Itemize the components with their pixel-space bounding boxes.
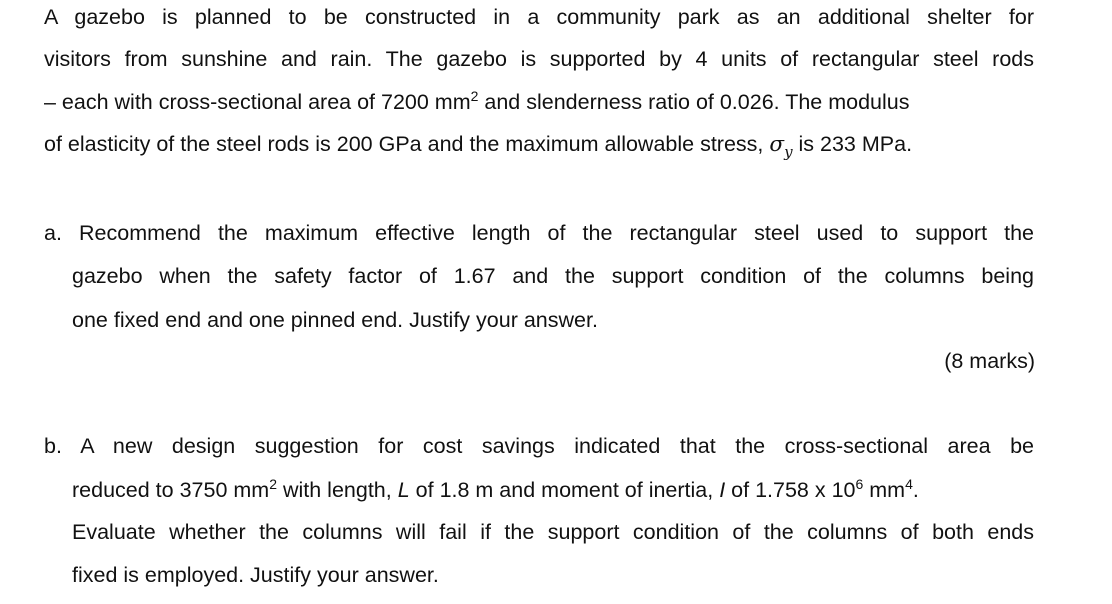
length-symbol: L bbox=[397, 478, 410, 502]
intro-line-3-text-b: and slenderness ratio of 0.026. The modulus bbox=[478, 90, 910, 114]
sigma-symbol: σ bbox=[769, 132, 785, 157]
part-b-line-2-sup-1: 2 bbox=[269, 476, 277, 492]
part-a-line-1: a. Recommend the maximum effective length of the rectangular steel used to support the bbox=[44, 221, 1034, 245]
part-b-line-2-sup-2: 6 bbox=[855, 476, 864, 492]
part-b-line-2-text-d: of 1.758 x 10 bbox=[725, 478, 856, 502]
part-b-line-4: fixed is employed. Justify your answer. bbox=[72, 563, 439, 587]
part-a-line-2: gazebo when the safety factor of 1.67 and the support condition of the columns being bbox=[72, 264, 1034, 288]
intro-line-3-sup: 2 bbox=[470, 88, 479, 104]
part-b-line-2-text-a: reduced to 3750 mm bbox=[72, 478, 270, 502]
sigma-subscript: y bbox=[784, 143, 793, 161]
intro-line-2: visitors from sunshine and rain. The gazebo is supported by 4 units of rectangular steel rods bbox=[44, 47, 1034, 71]
intro-line-3 bbox=[44, 88, 910, 116]
part-b-line-2-text-e: mm bbox=[863, 478, 906, 502]
part-b-line-2 bbox=[72, 476, 919, 504]
intro-line-4-text-b: is 233 MPa. bbox=[792, 132, 913, 156]
inertia-symbol: I bbox=[719, 478, 726, 502]
part-b-line-3: Evaluate whether the columns will fail if the support condition of the columns of both ends bbox=[72, 520, 1034, 544]
intro-line-3-text-a: – each with cross-sectional area of 7200 mm bbox=[44, 90, 471, 114]
part-b-line-2-text-c: of 1.8 m and moment of inertia, bbox=[409, 478, 720, 502]
intro-line-4-text-a: of elasticity of the steel rods is 200 GPa and the maximum allowable stress, bbox=[44, 132, 770, 156]
intro-line-4 bbox=[44, 130, 912, 166]
part-b-line-2-text-b: with length, bbox=[277, 478, 398, 502]
intro-line-1: A gazebo is planned to be constructed in a community park as an additional shelter for bbox=[44, 5, 1034, 29]
part-b-line-2-sup-3: 4 bbox=[905, 476, 913, 492]
part-b-line-1: b. A new design suggestion for cost savings indicated that the cross-sectional area be bbox=[44, 434, 1034, 458]
part-b-line-2-text-f: . bbox=[912, 478, 919, 502]
part-a-marks: (8 marks) bbox=[944, 349, 1035, 373]
part-a-line-3: one fixed end and one pinned end. Justify your answer. bbox=[72, 308, 598, 332]
